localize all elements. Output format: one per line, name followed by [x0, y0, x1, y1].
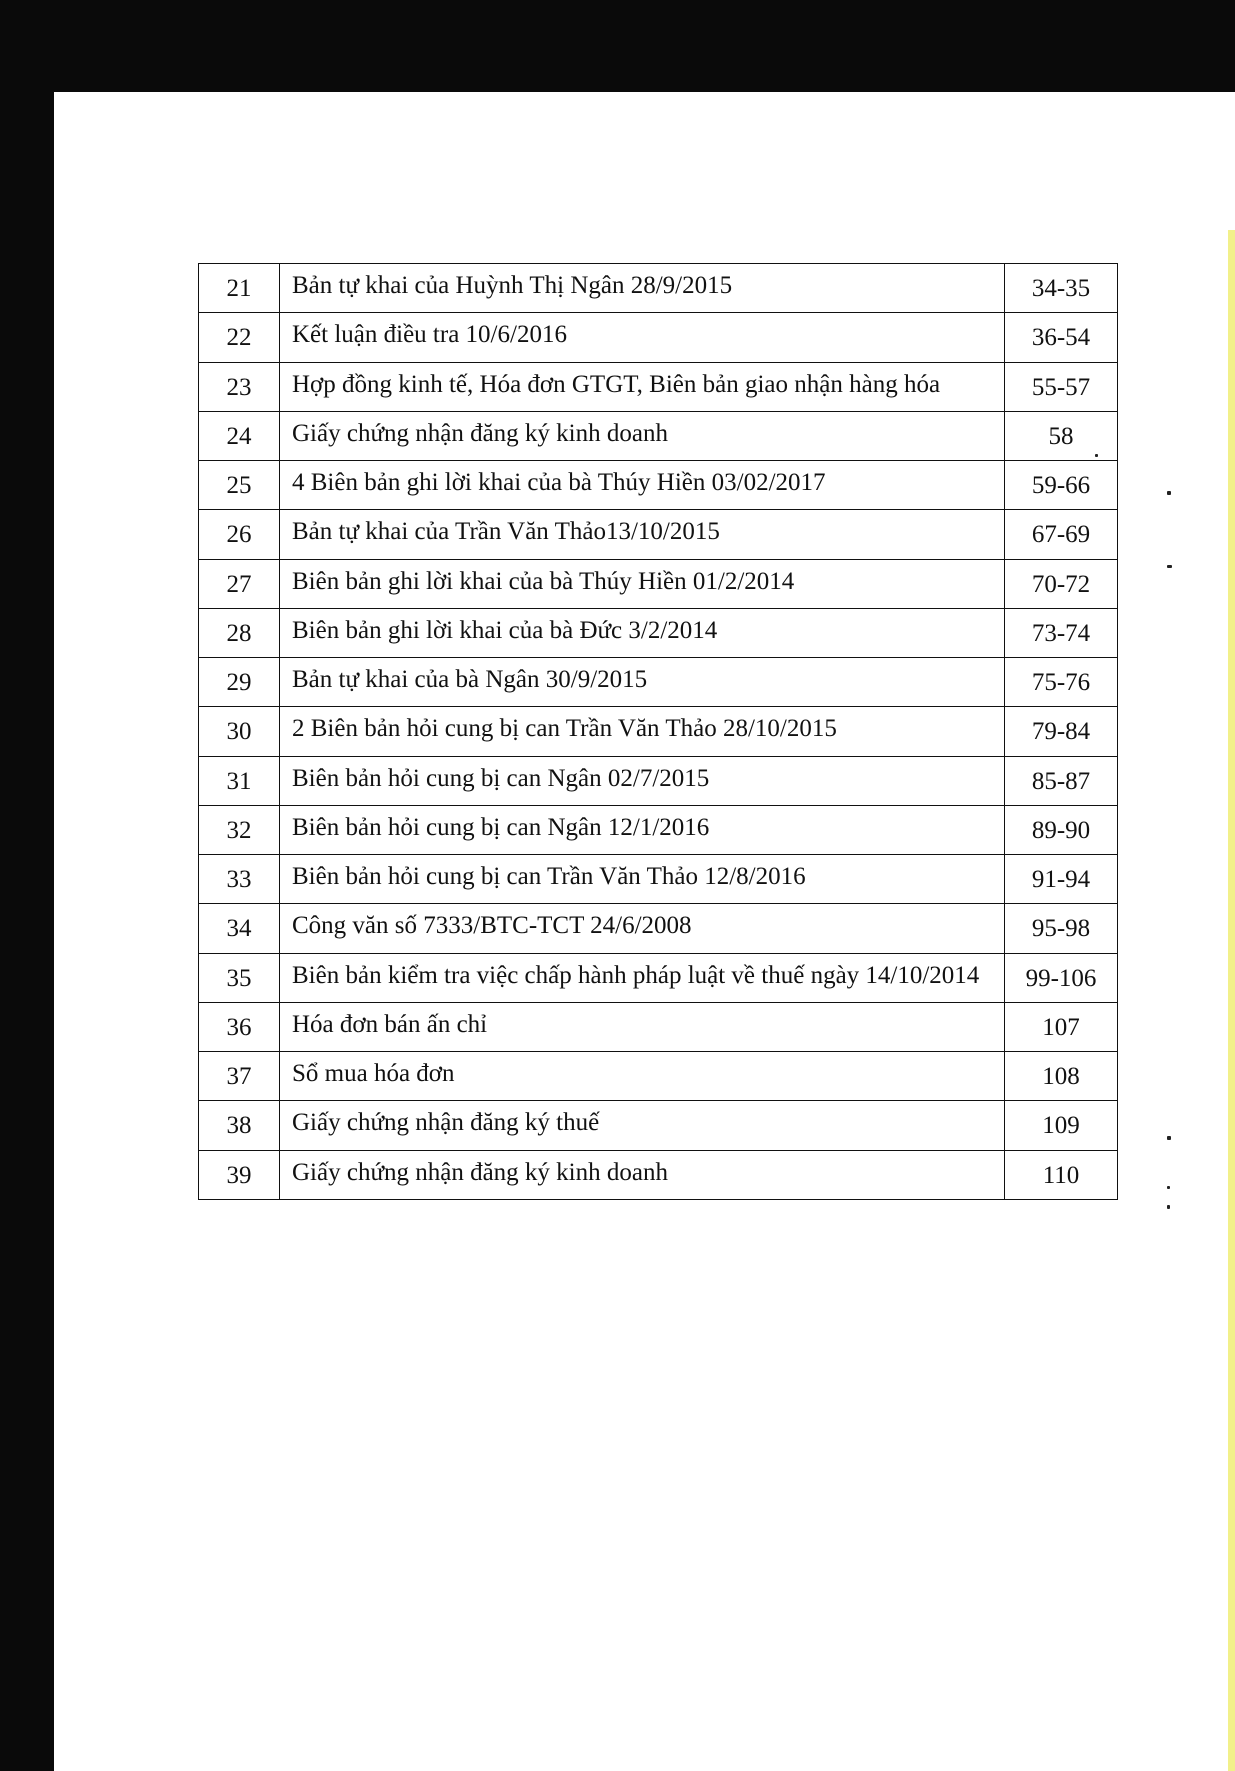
document-description: Giấy chứng nhận đăng ký thuế [280, 1101, 1005, 1150]
scan-border-left [0, 0, 54, 1771]
page-range: 110 [1005, 1150, 1118, 1199]
row-number: 28 [199, 608, 280, 657]
document-description: Hóa đơn bán ấn chỉ [280, 1002, 1005, 1051]
page-range: 85-87 [1005, 756, 1118, 805]
page-range: 58 [1005, 411, 1118, 460]
scan-speck [1167, 1205, 1170, 1209]
page-range: 107 [1005, 1002, 1118, 1051]
document-description: Biên bản ghi lời khai của bà Đức 3/2/2014 [280, 608, 1005, 657]
document-description: Biên bản ghi lời khai của bà Thúy Hiền 01/2/2014 [280, 559, 1005, 608]
row-number: 34 [199, 904, 280, 953]
document-description: Bản tự khai của bà Ngân 30/9/2015 [280, 658, 1005, 707]
page-range: 108 [1005, 1052, 1118, 1101]
page-range: 73-74 [1005, 608, 1118, 657]
document-description: Biên bản hỏi cung bị can Ngân 12/1/2016 [280, 805, 1005, 854]
page-range: 79-84 [1005, 707, 1118, 756]
table-row [199, 608, 1118, 657]
table-row [199, 313, 1118, 362]
page-range: 89-90 [1005, 805, 1118, 854]
table-row [199, 1002, 1118, 1051]
page-range: 109 [1005, 1101, 1118, 1150]
scan-edge-right [1228, 230, 1235, 1771]
page-range: 75-76 [1005, 658, 1118, 707]
document-description: Giấy chứng nhận đăng ký kinh doanh [280, 411, 1005, 460]
table-row [199, 510, 1118, 559]
scan-speck [1167, 1186, 1170, 1189]
row-number: 27 [199, 559, 280, 608]
row-number: 31 [199, 756, 280, 805]
row-number: 30 [199, 707, 280, 756]
table-row [199, 559, 1118, 608]
page-range: 95-98 [1005, 904, 1118, 953]
row-number: 23 [199, 362, 280, 411]
page-range: 36-54 [1005, 313, 1118, 362]
row-number: 38 [199, 1101, 280, 1150]
table-row [199, 658, 1118, 707]
row-number: 25 [199, 461, 280, 510]
document-description: Công văn số 7333/BTC-TCT 24/6/2008 [280, 904, 1005, 953]
row-number: 36 [199, 1002, 280, 1051]
document-description: Biên bản hỏi cung bị can Trần Văn Thảo 12/8/2016 [280, 855, 1005, 904]
scan-speck [1167, 1136, 1171, 1140]
table-row [199, 904, 1118, 953]
row-number: 37 [199, 1052, 280, 1101]
table-row [199, 707, 1118, 756]
document-list-table [198, 263, 1118, 1200]
document-description: Sổ mua hóa đơn [280, 1052, 1005, 1101]
page-range: 34-35 [1005, 264, 1118, 313]
scan-speck [1167, 565, 1172, 568]
row-number: 29 [199, 658, 280, 707]
document-description: Kết luận điều tra 10/6/2016 [280, 313, 1005, 362]
row-number: 39 [199, 1150, 280, 1199]
table-row [199, 1150, 1118, 1199]
row-number: 33 [199, 855, 280, 904]
table-row [199, 1101, 1118, 1150]
row-number: 26 [199, 510, 280, 559]
row-number: 35 [199, 953, 280, 1002]
page-range: 99-106 [1005, 953, 1118, 1002]
table-row [199, 264, 1118, 313]
table-row [199, 805, 1118, 854]
document-description: 2 Biên bản hỏi cung bị can Trần Văn Thảo 28/10/2015 [280, 707, 1005, 756]
page-range: 91-94 [1005, 855, 1118, 904]
table-row [199, 855, 1118, 904]
scan-speck [1167, 491, 1171, 495]
document-description: Bản tự khai của Huỳnh Thị Ngân 28/9/2015 [280, 264, 1005, 313]
document-description: Hợp đồng kinh tế, Hóa đơn GTGT, Biên bản giao nhận hàng hóa [280, 362, 1005, 411]
table-row [199, 1052, 1118, 1101]
row-number: 22 [199, 313, 280, 362]
table-row [199, 953, 1118, 1002]
page-range: 70-72 [1005, 559, 1118, 608]
page-range: 55-57 [1005, 362, 1118, 411]
document-description: Biên bản hỏi cung bị can Ngân 02/7/2015 [280, 756, 1005, 805]
table-row [199, 461, 1118, 510]
page-range: 67-69 [1005, 510, 1118, 559]
row-number: 24 [199, 411, 280, 460]
row-number: 21 [199, 264, 280, 313]
document-description: 4 Biên bản ghi lời khai của bà Thúy Hiền 03/02/2017 [280, 461, 1005, 510]
document-description: Bản tự khai của Trần Văn Thảo13/10/2015 [280, 510, 1005, 559]
scan-border-top [0, 0, 1235, 92]
document-description: Biên bản kiểm tra việc chấp hành pháp luật về thuế ngày 14/10/2014 [280, 953, 1005, 1002]
row-number: 32 [199, 805, 280, 854]
document-description: Giấy chứng nhận đăng ký kinh doanh [280, 1150, 1005, 1199]
table-row [199, 756, 1118, 805]
table-row [199, 411, 1118, 460]
table-row [199, 362, 1118, 411]
page-range: 59-66 [1005, 461, 1118, 510]
